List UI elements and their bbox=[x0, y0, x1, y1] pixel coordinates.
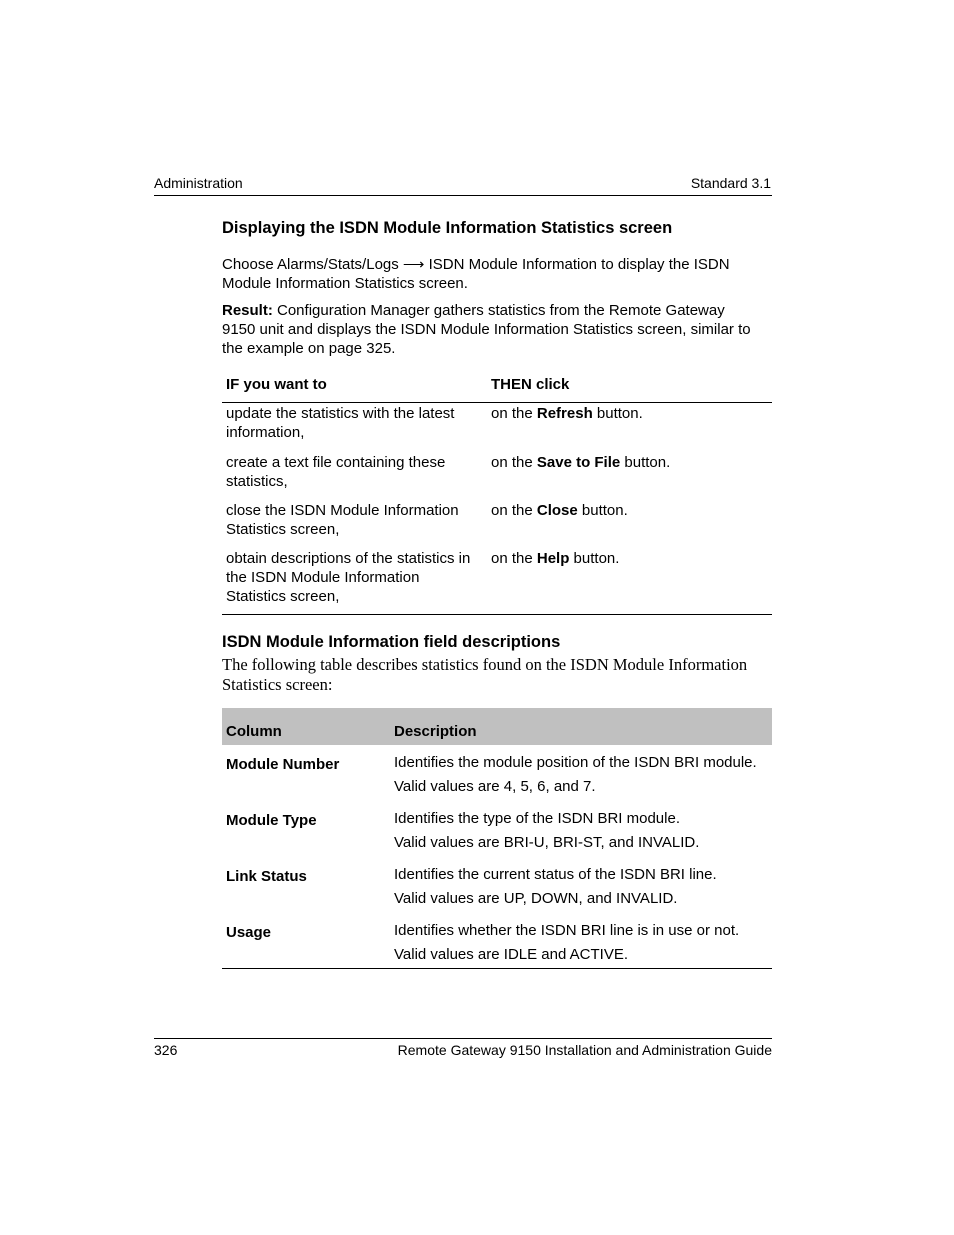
field-name: Module Type bbox=[226, 812, 317, 829]
if-column-header: IF you want to bbox=[226, 376, 327, 393]
save-to-file-button-label: Save to File bbox=[536, 454, 621, 471]
description-header: Description bbox=[394, 723, 477, 740]
result-text: 9150 unit and displays the ISDN Module Information Statistics screen, similar to bbox=[222, 321, 751, 338]
field-name: Module Number bbox=[226, 756, 340, 773]
refresh-button-label: Refresh bbox=[536, 405, 593, 422]
field-name: Usage bbox=[226, 924, 272, 941]
close-button-label: Close bbox=[536, 502, 578, 519]
intro-line: Module Information Statistics screen. bbox=[222, 275, 468, 292]
table-bottom-rule bbox=[222, 614, 772, 615]
field-intro-paragraph: The following table describes statistics found on the ISDN Module Information Statistics screen: bbox=[222, 655, 748, 694]
footer-rule bbox=[154, 1038, 772, 1039]
table-row-then: on the Refresh button. bbox=[491, 405, 643, 422]
result-text: Configuration Manager gathers statistics from the Remote Gateway bbox=[272, 302, 725, 319]
table-row-if: update the statistics with the latest information, bbox=[226, 405, 455, 441]
running-header-left: Administration bbox=[154, 175, 243, 191]
table-row-then: on the Save to File button. bbox=[491, 454, 671, 471]
field-description: Identifies the module position of the ISDN BRI module. Valid values are 4, 5, 6, and 7. bbox=[394, 754, 757, 795]
intro-paragraph bbox=[222, 255, 730, 293]
then-column-header: THEN click bbox=[491, 376, 570, 393]
result-paragraph bbox=[222, 301, 751, 358]
section-heading: Displaying the ISDN Module Information Statistics screen bbox=[222, 219, 673, 237]
page-number: 326 bbox=[154, 1042, 178, 1058]
field-description: Identifies the current status of the ISDN BRI line. Valid values are UP, DOWN, and INVALID. bbox=[394, 866, 717, 907]
field-description: Identifies whether the ISDN BRI line is in use or not. Valid values are IDLE and ACTIVE. bbox=[394, 922, 740, 963]
field-description: Identifies the type of the ISDN BRI module. Valid values are BRI-U, BRI-ST, and INVALID. bbox=[394, 810, 700, 851]
table-row-if: obtain descriptions of the statistics in the ISDN Module Information Statistics screen, bbox=[226, 550, 471, 605]
running-header-right: Standard 3.1 bbox=[690, 175, 771, 191]
footer-title: Remote Gateway 9150 Installation and Administration Guide bbox=[397, 1042, 772, 1058]
help-button-label: Help bbox=[536, 550, 570, 567]
field-table-header bbox=[222, 708, 772, 745]
header-rule bbox=[154, 195, 772, 196]
result-text: the example on page 325. bbox=[222, 340, 396, 357]
column-header: Column bbox=[226, 723, 282, 740]
table-row-if: close the ISDN Module Information Statistics screen, bbox=[226, 502, 459, 538]
field-table-bottom-rule bbox=[222, 968, 772, 969]
result-label: Result: bbox=[222, 302, 273, 319]
table-row-then: on the Close button. bbox=[491, 502, 628, 519]
table-header-rule bbox=[222, 402, 772, 403]
intro-line: Choose Alarms/Stats/Logs ⟶ ISDN Module Information to display the ISDN bbox=[222, 256, 730, 273]
table-row-then: on the Help button. bbox=[491, 550, 620, 567]
section-heading: ISDN Module Information field descriptions bbox=[222, 633, 561, 651]
field-name: Link Status bbox=[226, 868, 307, 885]
table-row-if: create a text file containing these statistics, bbox=[226, 454, 446, 490]
